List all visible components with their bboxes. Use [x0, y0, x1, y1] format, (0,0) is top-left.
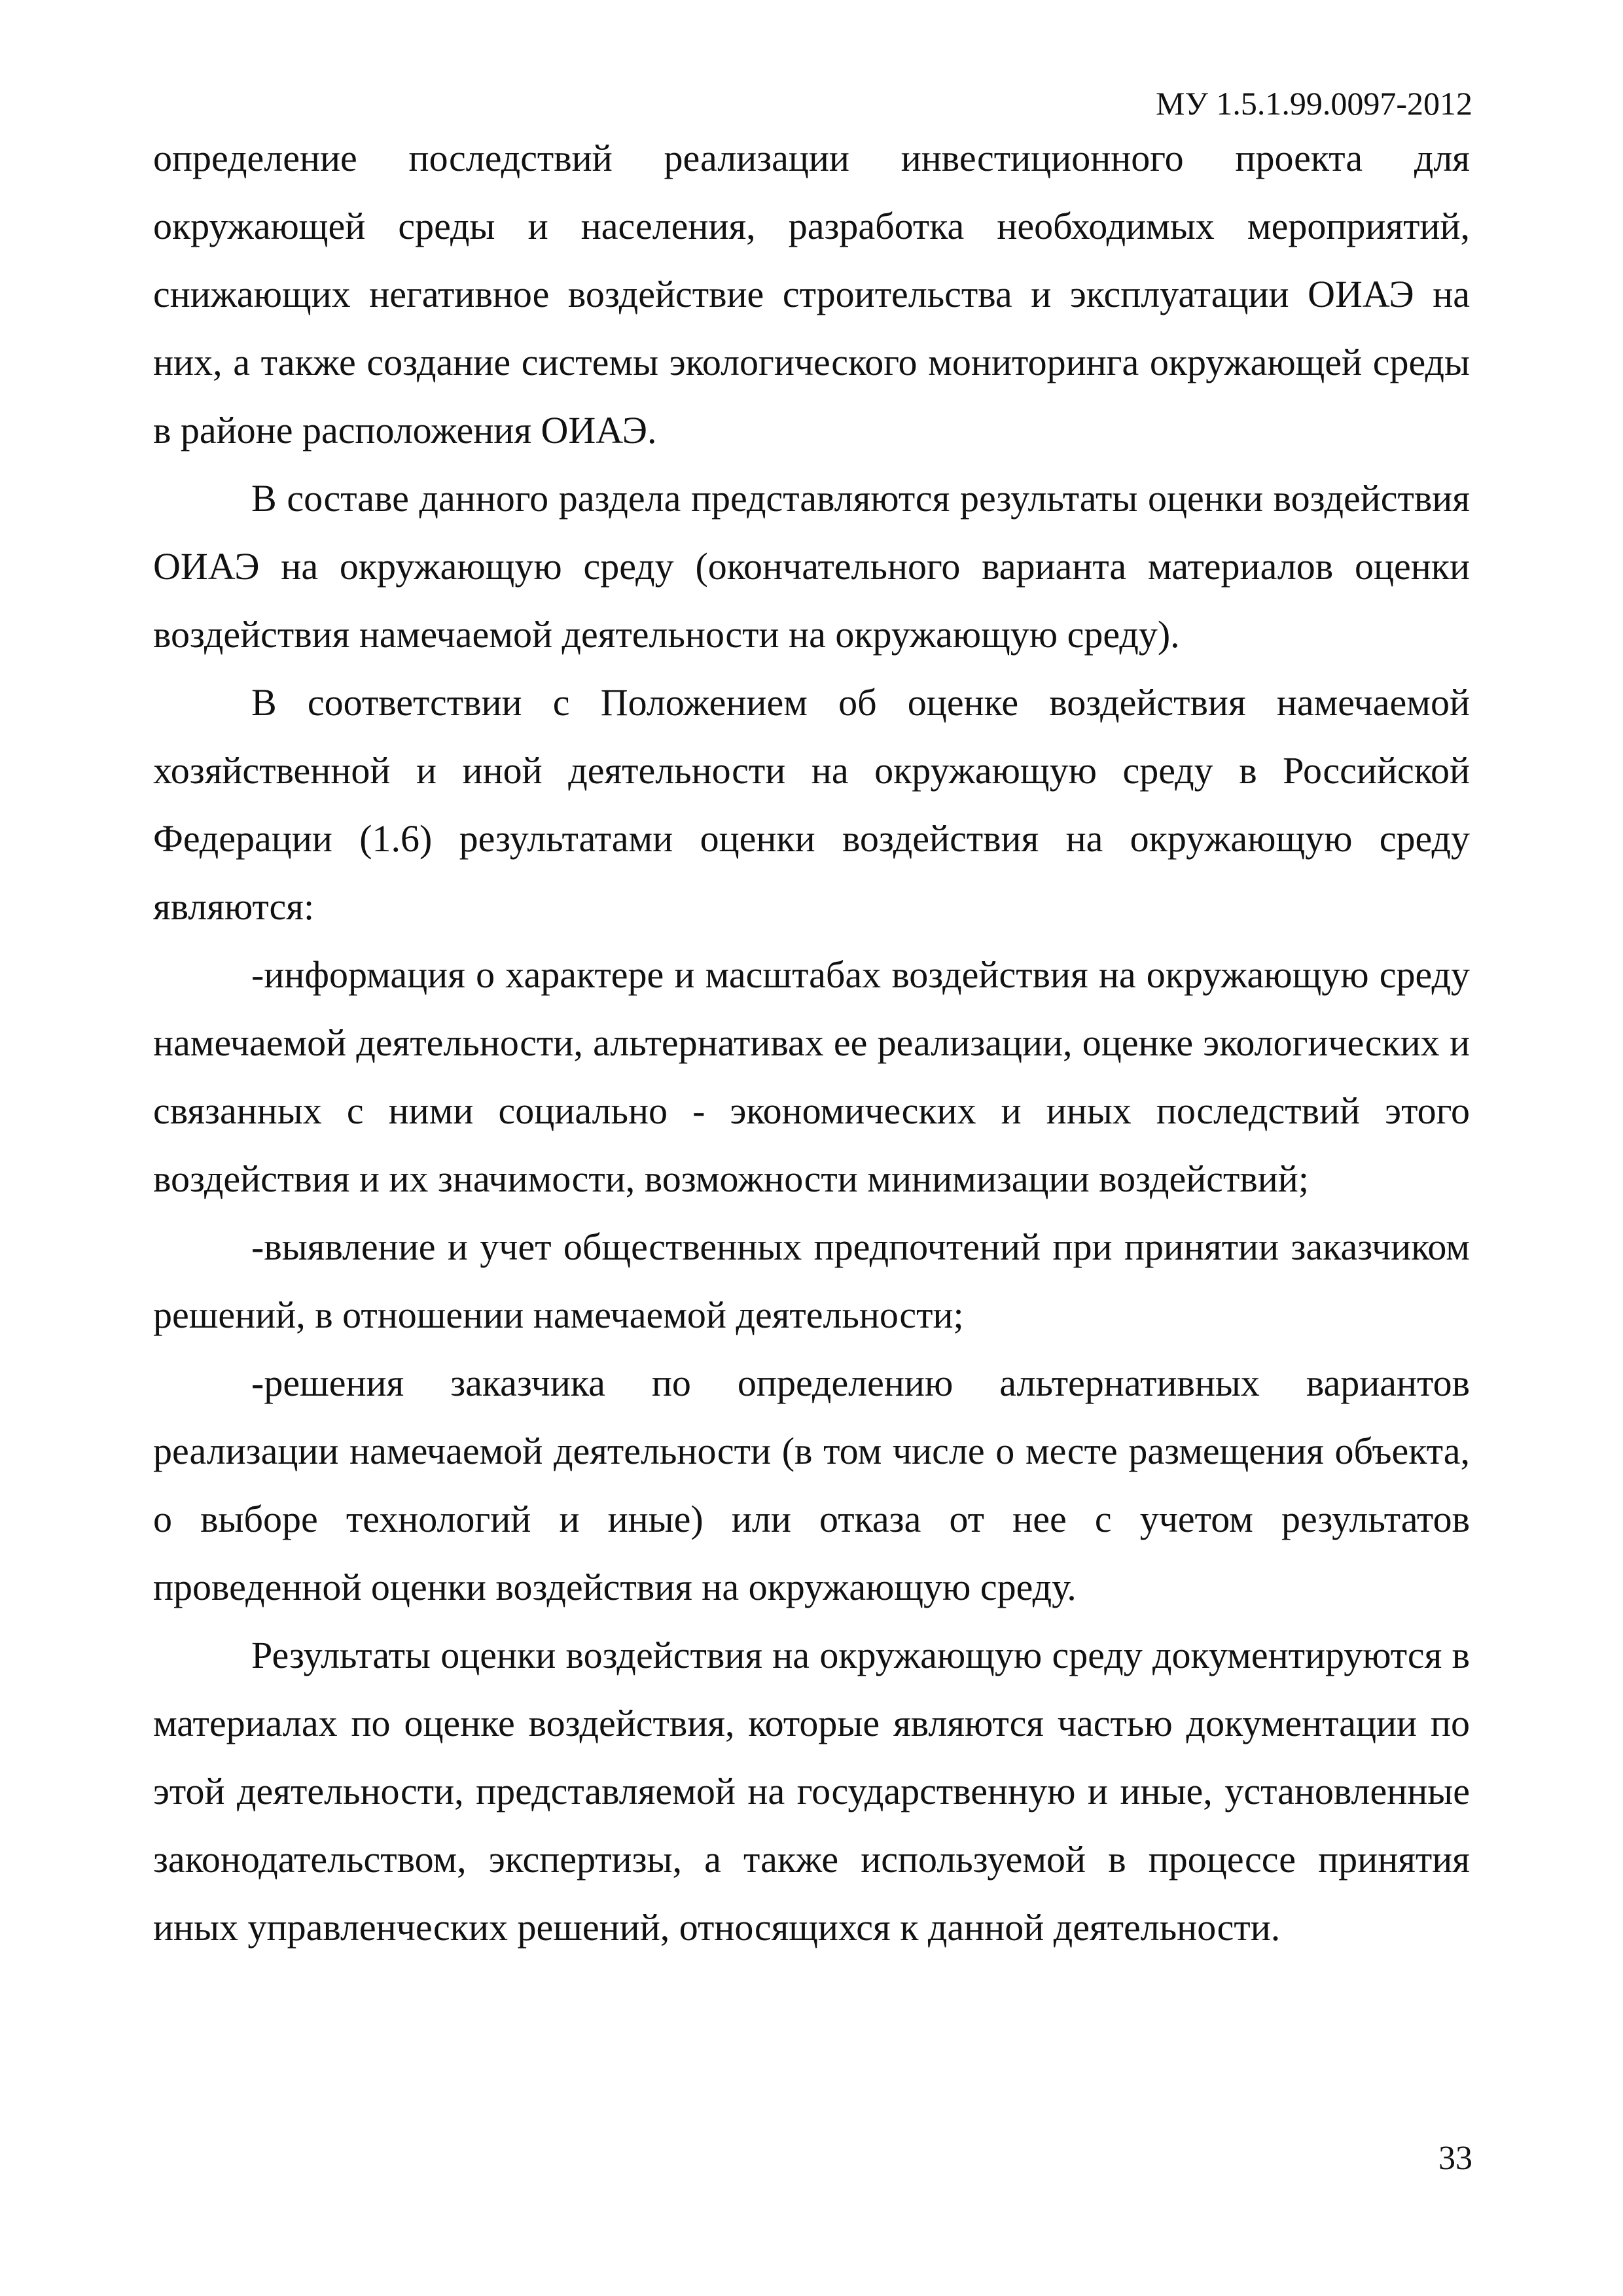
document-code: МУ 1.5.1.99.0097-2012: [1155, 85, 1472, 122]
list-item-public-preferences: -выявление и учет общественных предпочтений при принятии заказчиком решений, в отношении намечаемой деятельности;: [153, 1226, 1470, 1336]
paragraph-regulation-results: В соответствии с Положением об оценке воздействия намечаемой хозяйственной и иной деятельности на окружающую среду в Российской Федерации (1.6) результатами оценки воздействия на окружающую среду являются:: [153, 681, 1470, 928]
paragraph-section-composition: В составе данного раздела представляются результаты оценки воздействия ОИАЭ на окружающую среду (окончательного варианта материалов оценки воздействия намечаемой деятельности на окружающую среду).: [153, 477, 1470, 656]
list-item-impact-information: -информация о характере и масштабах воздействия на окружающую среду намечаемой деятельности, альтернативах ее реализации, оценке экологических и связанных с ними социально - экономических и иных последствий этого воздействия и их значимости, возможности минимизации воздействий;: [153, 953, 1470, 1200]
page-number: 33: [1438, 2140, 1472, 2177]
paragraph-results-documentation: Результаты оценки воздействия на окружающую среду документируются в материалах по оценке воздействия, которые являются частью документации по этой деятельности, представляемой на государственную и иные, установленные законодательством, экспертизы, а также используемой в процессе принятия иных управленческих решений, относящихся к данной деятельности.: [153, 1634, 1470, 1949]
list-item-client-decisions: -решения заказчика по определению альтернативных вариантов реализации намечаемой деятельности (в том числе о месте размещения объекта, о выборе технологий и иные) или отказа от нее с учетом результатов проведенной оценки воздействия на окружающую среду.: [153, 1362, 1470, 1608]
document-body: [153, 124, 1470, 1962]
paragraph-continued-definition: определение последствий реализации инвестиционного проекта для окружающей среды и населения, разработка необходимых мероприятий, снижающих негативное воздействие строительства и эксплуатации ОИАЭ на них, а также создание системы экологического мониторинга окружающей среды в районе расположения ОИАЭ.: [153, 137, 1470, 451]
